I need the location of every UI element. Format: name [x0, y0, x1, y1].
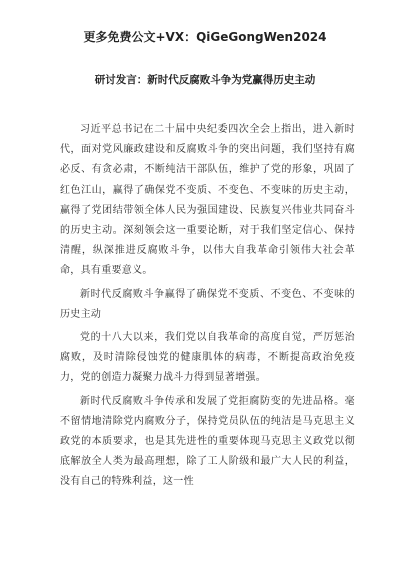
body-paragraph: 新时代反腐败斗争传承和发展了党拒腐防变的先进品格。毫不留情地清除党内腐败分子，保持党员队伍的纯洁是马克思主义政党的本质要求，也是其先进性的重要体现马克思主义政党以彻底解放全人类为最高理想，除了工人阶级和最广大人民的利益，没有自己的特殊利益，这一性 — [60, 395, 355, 488]
body-paragraph: 党的十八大以来，我们党以自我革命的高度自觉，严厉惩治腐败，及时清除侵蚀党的健康肌体的病毒，不断提高政治免疫力，党的创造力凝聚力战斗力得到显著增强。 — [60, 332, 355, 384]
page-header: 更多免费公文+VX：QiGeGongWen2024 — [83, 30, 327, 44]
document-title: 研讨发言：新时代反腐败斗争为党赢得历史主动 — [94, 74, 316, 86]
body-paragraph: 习近平总书记在二十届中央纪委四次全会上指出，进入新时代，面对党风廉政建设和反腐败斗争的突出问题，我们坚持有腐必反、有贪必肃，不断纯洁干部队伍，维护了党的形象，巩固了红色江山，赢得了确保党不变质、不变色、不变味的历史主动，赢得了党团结带领全体人民为强国建设、民族复兴伟业共同奋斗的历史主动。深刻领会这一重要论断，对于我们坚定信心、保持清醒，纵深推进反腐败斗争，以伟大自我革命引领伟大社会革命，具有重要意义。 — [60, 124, 355, 277]
section-heading: 新时代反腐败斗争赢得了确保党不变质、不变色、不变味的历史主动 — [60, 288, 355, 320]
document-body — [60, 120, 355, 496]
